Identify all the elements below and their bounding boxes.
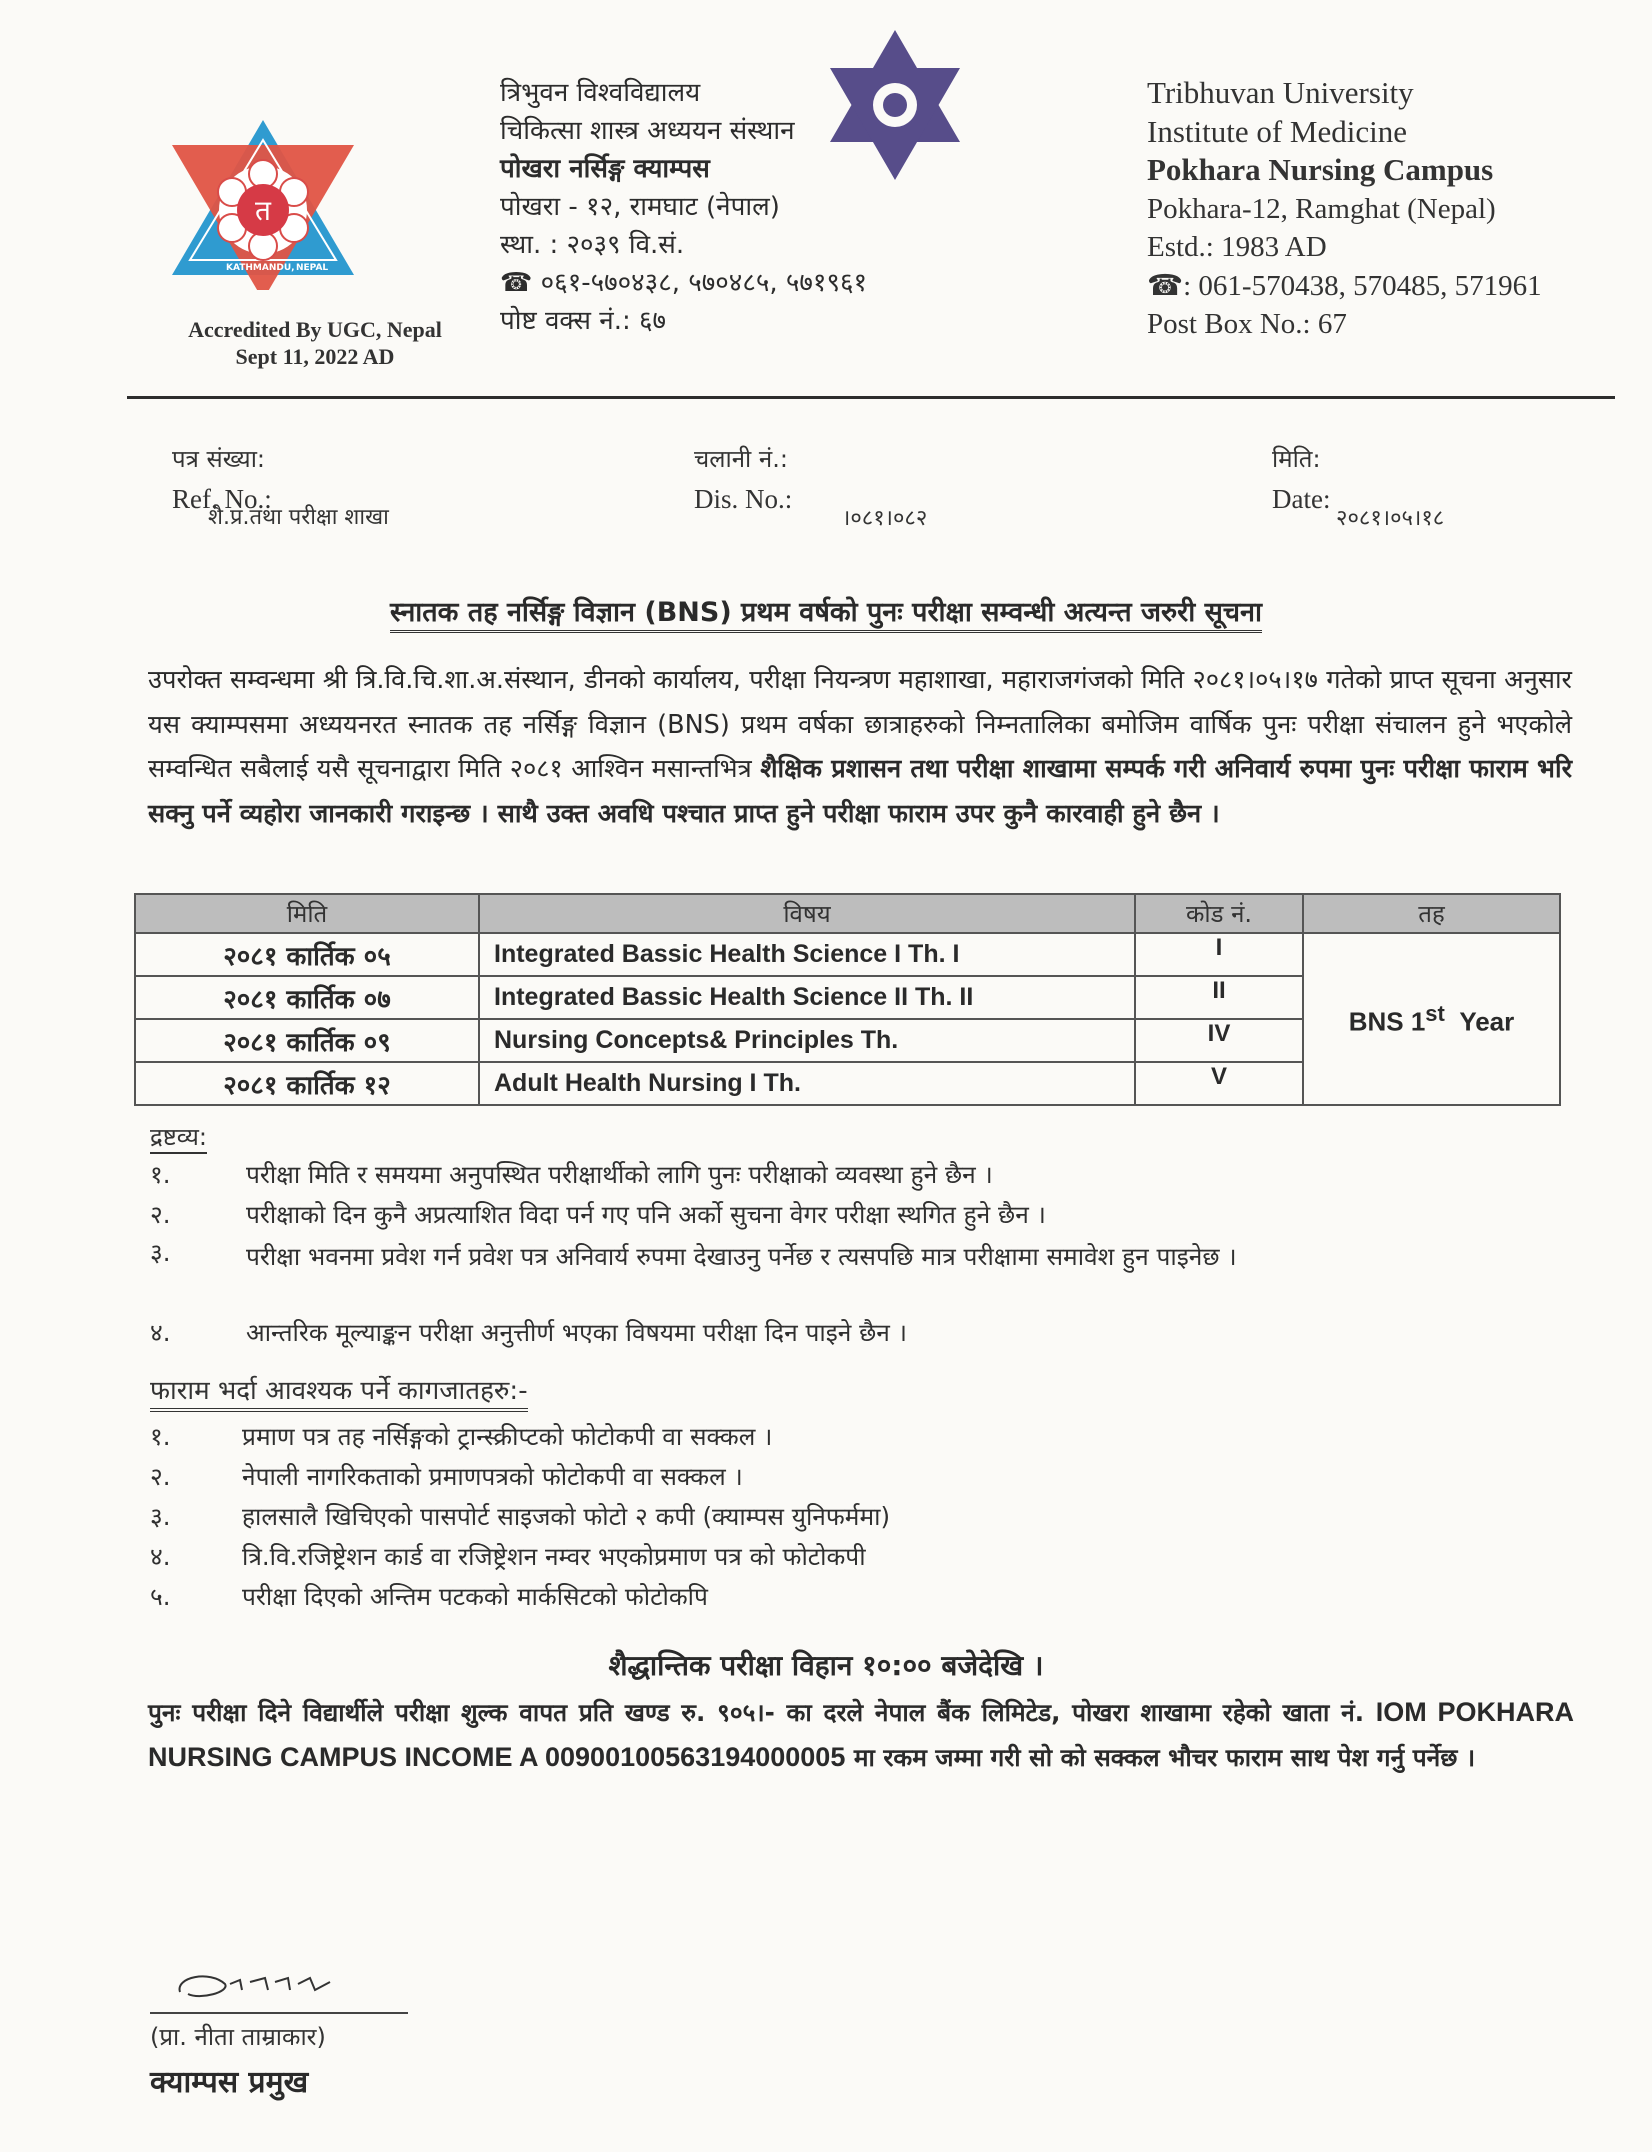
exam-date: २०८१ कार्तिक ०९	[135, 1019, 479, 1062]
signatory-name: (प्रा. नीता ताम्राकार)	[150, 2023, 326, 2051]
address-np: पोखरा - १२, रामघाट (नेपाल)	[500, 192, 780, 222]
svg-text:NEPAL: NEPAL	[296, 263, 329, 273]
accreditation-note	[150, 316, 480, 370]
institute-name-np: चिकित्सा शास्त्र अध्ययन संस्थान	[500, 116, 795, 146]
accreditation-date: Sept 11, 2022 AD	[235, 344, 395, 369]
campus-name-np: पोखरा नर्सिङ्ग क्याम्पस	[500, 154, 710, 184]
date-label-np: मिति:	[1272, 445, 1321, 473]
svg-text:KATHMANDU,: KATHMANDU,	[226, 263, 295, 273]
notice-body	[148, 658, 1572, 836]
exam-date: २०८१ कार्तिक १२	[135, 1062, 479, 1105]
header-subject: विषय	[479, 894, 1135, 933]
exam-level: BNS 1st Year	[1303, 933, 1560, 1105]
phone-en: ☎: 061-570438, 570485, 571961	[1147, 269, 1542, 302]
university-name-np: त्रिभुवन विश्वविद्यालय	[500, 78, 701, 108]
phone-np: ☎ ०६१-५७०४३८, ५७०४८५, ५७१९६१	[500, 268, 868, 298]
university-name-en: Tribhuvan University	[1147, 75, 1414, 110]
fee-text: पुनः परीक्षा दिने विद्यार्थीले परीक्षा शुल्क वापत प्रति खण्ड रु. ९०५।- का दरले नेपाल बैंक लिमिटेड, पोखरा शाखामा रहेको खाता नं.	[148, 1698, 1365, 1727]
notes-heading: द्रष्टव्य:	[150, 1122, 207, 1154]
exam-subject: Integrated Bassic Health Science I Th. I	[479, 933, 1135, 976]
address-en: Pokhara-12, Ramghat (Nepal)	[1147, 192, 1496, 225]
dispatch-value: ।०८१।०८२	[842, 506, 928, 531]
signature-line	[150, 2012, 408, 2014]
exam-date: २०८१ कार्तिक ०७	[135, 976, 479, 1019]
fee-text-end: मा रकम जम्मा गरी सो को सक्कल भौचर फाराम साथ पेश गर्नु पर्नेछ ।	[853, 1743, 1476, 1772]
notice-title: स्नातक तह नर्सिङ्ग विज्ञान (BNS) प्रथम वर्षको पुनः परीक्षा सम्वन्धी अत्यन्त जरुरी सूचना	[0, 592, 1652, 629]
tribhuvan-university-logo	[168, 120, 358, 290]
header-level: तह	[1303, 894, 1560, 933]
exam-code: I	[1135, 933, 1303, 976]
date-label-en: Date:	[1272, 484, 1331, 514]
post-box-en: Post Box No.: 67	[1147, 308, 1347, 340]
exam-subject: Nursing Concepts& Principles Th.	[479, 1019, 1135, 1062]
table-row	[135, 933, 1560, 976]
svg-text:त: त	[255, 194, 271, 227]
exam-code: IV	[1135, 1019, 1303, 1062]
dispatch-label-np: चलानी नं.:	[694, 445, 788, 473]
exam-code: V	[1135, 1062, 1303, 1105]
exam-code: II	[1135, 976, 1303, 1019]
signatory-title: क्याम्पस प्रमुख	[150, 2065, 309, 2100]
exam-date: २०८१ कार्तिक ०५	[135, 933, 479, 976]
header-code: कोड नं.	[1135, 894, 1303, 933]
exam-subject: Adult Health Nursing I Th.	[479, 1062, 1135, 1105]
letterhead-english	[1147, 74, 1542, 344]
ref-value: शै.प्र.तथा परीक्षा शाखा	[208, 505, 389, 530]
post-box-np: पोष्ट वक्स नं.: ६७	[500, 306, 667, 336]
established-en: Estd.: 1983 AD	[1147, 231, 1327, 263]
dispatch-label-en: Dis. No.:	[694, 484, 793, 514]
header-date: मिति	[135, 894, 479, 933]
campus-name-en: Pokhara Nursing Campus	[1147, 152, 1494, 187]
official-stamp	[770, 30, 1070, 340]
table-header-row	[135, 894, 1560, 933]
notice-body-emphasis: शैक्षिक प्रशासन तथा परीक्षा शाखामा सम्पर्क गरी अनिवार्य रुपमा पुनः परीक्षा फाराम भरि सक्नु पर्ने व्यहोरा जानकारी गराइन्छ । साथै उक्त अवधि पश्चात प्राप्त हुने परीक्षा फाराम उपर कुनै कारवाही हुने छैन ।	[148, 754, 1572, 829]
ref-label-en: Ref. No.:	[172, 484, 272, 514]
letterhead-divider	[127, 396, 1615, 399]
exam-time-notice: शैद्धान्तिक परीक्षा विहान १०:०० बजेदेखि ।	[608, 1649, 1044, 1682]
fee-instructions	[148, 1690, 1574, 1780]
institute-name-en: Institute of Medicine	[1147, 113, 1407, 149]
exam-subject: Integrated Bassic Health Science II Th. II	[479, 976, 1135, 1019]
bank-account: IOM POKHARA NURSING CAMPUS INCOME A 00900100563194000005	[148, 1697, 1575, 1772]
accreditation-line: Accredited By UGC, Nepal	[188, 317, 442, 342]
documents-heading: फाराम भर्दा आवश्यक पर्ने कागजातहरु:-	[150, 1374, 528, 1412]
established-np: स्था. : २०३९ वि.सं.	[500, 230, 685, 260]
exam-schedule-table	[134, 893, 1561, 1106]
signature	[170, 1962, 360, 2012]
ref-label-np: पत्र संख्या:	[172, 445, 265, 473]
notice-body-text: उपरोक्त सम्वन्धमा श्री त्रि.वि.चि.शा.अ.संस्थान, डीनको कार्यालय, परीक्षा नियन्त्रण महाशाखा, महाराजगंजको मिति २०८१।०५।१७ गतेको प्राप्त सूचना अनुसार यस क्याम्पसमा अध्ययनरत स्नातक तह नर्सिङ्ग विज्ञान (BNS) प्रथम वर्षका छात्राहरुको निम्नतालिका बमोजिम वार्षिक पुनः परीक्षा संचालन हुने भएकोले सम्वन्धित सबैलाई यसै सूचनाद्वारा मिति २०८१ आश्विन मसान्तभित्र	[148, 665, 1572, 784]
telephone-icon: ☎	[1147, 269, 1184, 302]
telephone-icon: ☎	[500, 268, 541, 298]
date-value: २०८१।०५।१८	[1336, 506, 1445, 531]
